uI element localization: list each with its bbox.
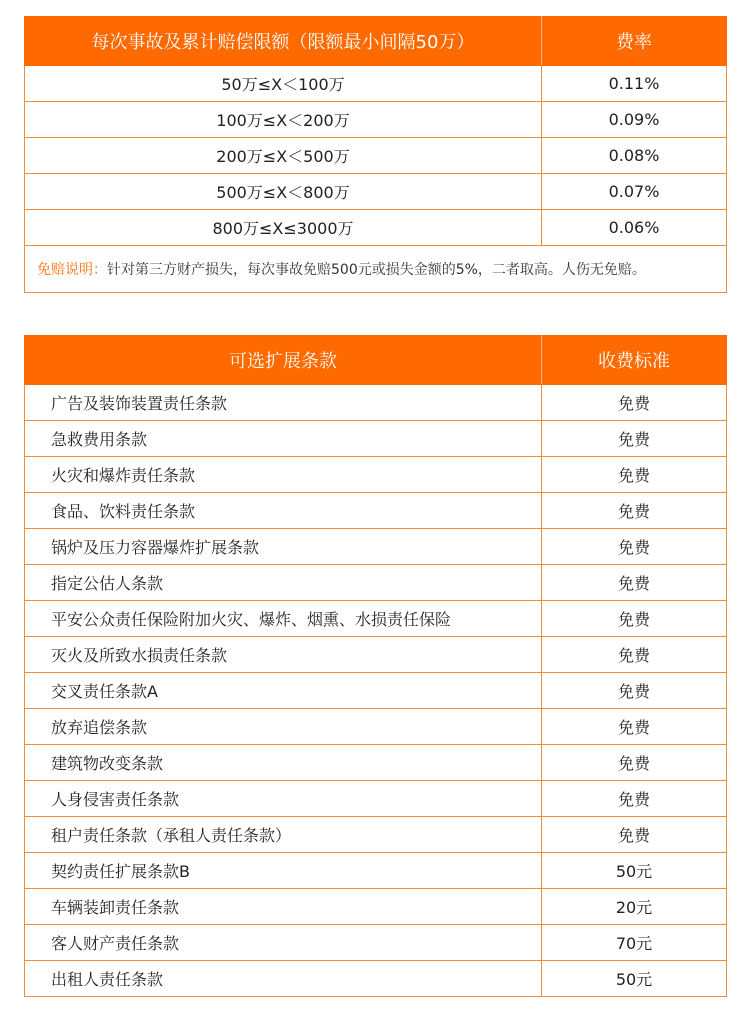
table-row (25, 673, 727, 709)
clause-name-cell: 客人财产责任条款 (25, 925, 542, 961)
limit-range-cell: 800万≤X≤3000万 (25, 210, 542, 246)
clause-fee-cell: 免费 (542, 601, 727, 637)
clause-name-cell: 平安公众责任保险附加火灾、爆炸、烟熏、水损责任保险 (25, 601, 542, 637)
limit-range-cell: 50万≤X＜100万 (25, 66, 542, 102)
table-row (25, 781, 727, 817)
clause-name-cell: 食品、饮料责任条款 (25, 493, 542, 529)
clause-table (24, 335, 727, 997)
clause-name-cell: 建筑物改变条款 (25, 745, 542, 781)
table-row (25, 210, 727, 246)
table-row (25, 853, 727, 889)
clause-fee-cell: 免费 (542, 745, 727, 781)
clause-fee-cell: 免费 (542, 385, 727, 421)
limit-range-cell: 500万≤X＜800万 (25, 174, 542, 210)
header-fee: 收费标准 (542, 336, 727, 385)
clause-name-cell: 出租人责任条款 (25, 961, 542, 997)
clause-fee-cell: 免费 (542, 529, 727, 565)
table-row (25, 102, 727, 138)
clause-fee-cell: 免费 (542, 565, 727, 601)
rate-table (24, 16, 727, 293)
table-row (25, 529, 727, 565)
clause-name-cell: 指定公估人条款 (25, 565, 542, 601)
clause-name-cell: 人身侵害责任条款 (25, 781, 542, 817)
clause-name-cell: 火灾和爆炸责任条款 (25, 457, 542, 493)
clause-fee-cell: 20元 (542, 889, 727, 925)
header-limit: 每次事故及累计赔偿限额（限额最小间隔50万） (25, 17, 542, 66)
table-row (25, 817, 727, 853)
table-row (25, 709, 727, 745)
table-row (25, 66, 727, 102)
table-row (25, 493, 727, 529)
clause-fee-cell: 免费 (542, 493, 727, 529)
deductible-note (25, 246, 727, 293)
clause-name-cell: 车辆装卸责任条款 (25, 889, 542, 925)
table-row (25, 138, 727, 174)
table-row (25, 889, 727, 925)
clause-fee-cell: 50元 (542, 853, 727, 889)
limit-range-cell: 200万≤X＜500万 (25, 138, 542, 174)
deductible-note-row (25, 246, 727, 293)
clause-table-body (25, 385, 727, 997)
table-row (25, 601, 727, 637)
table-row (25, 961, 727, 997)
clause-fee-cell: 50元 (542, 961, 727, 997)
clause-fee-cell: 免费 (542, 673, 727, 709)
table-row (25, 637, 727, 673)
table-row (25, 174, 727, 210)
clause-fee-cell: 免费 (542, 709, 727, 745)
clause-name-cell: 放弃追偿条款 (25, 709, 542, 745)
clause-fee-cell: 免费 (542, 457, 727, 493)
clause-fee-cell: 免费 (542, 421, 727, 457)
table-row (25, 925, 727, 961)
header-rate: 费率 (542, 17, 727, 66)
table-row (25, 421, 727, 457)
rate-table-header (25, 17, 727, 66)
rate-cell: 0.08% (542, 138, 727, 174)
clause-name-cell: 契约责任扩展条款B (25, 853, 542, 889)
limit-range-cell: 100万≤X＜200万 (25, 102, 542, 138)
clause-name-cell: 广告及装饰装置责任条款 (25, 385, 542, 421)
clause-fee-cell: 免费 (542, 637, 727, 673)
clause-name-cell: 急救费用条款 (25, 421, 542, 457)
clause-fee-cell: 70元 (542, 925, 727, 961)
clause-name-cell: 灭火及所致水损责任条款 (25, 637, 542, 673)
deductible-note-label: 免赔说明： (37, 262, 107, 278)
table-row (25, 565, 727, 601)
rate-cell: 0.09% (542, 102, 727, 138)
clause-name-cell: 租户责任条款（承租人责任条款） (25, 817, 542, 853)
rate-cell: 0.11% (542, 66, 727, 102)
clause-name-cell: 交叉责任条款A (25, 673, 542, 709)
clause-fee-cell: 免费 (542, 781, 727, 817)
header-clause: 可选扩展条款 (25, 336, 542, 385)
table-row (25, 385, 727, 421)
deductible-note-text: 针对第三方财产损失，每次事故免赔500元或损失金额的5%，二者取高。人伤无免赔。 (107, 262, 646, 278)
clause-table-header (25, 336, 727, 385)
table-row (25, 745, 727, 781)
clause-name-cell: 锅炉及压力容器爆炸扩展条款 (25, 529, 542, 565)
rate-cell: 0.07% (542, 174, 727, 210)
rate-cell: 0.06% (542, 210, 727, 246)
table-row (25, 457, 727, 493)
clause-fee-cell: 免费 (542, 817, 727, 853)
